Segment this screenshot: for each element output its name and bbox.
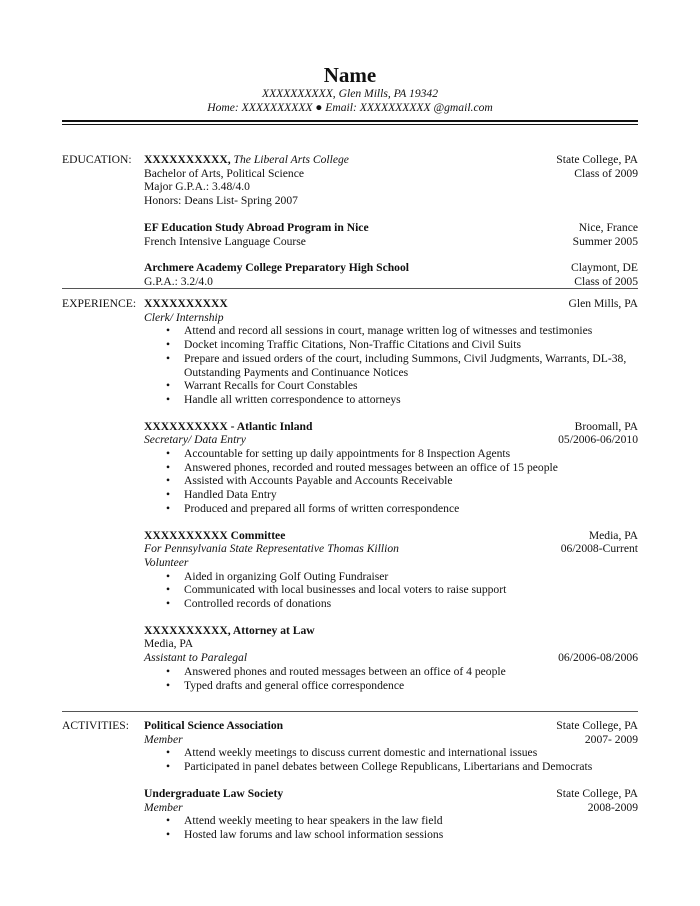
section-divider: [62, 288, 638, 289]
experience-body: [144, 297, 638, 705]
employer: XXXXXXXXXX Committee: [144, 528, 286, 542]
bullet-item: • Warrant Recalls for Court Constables: [144, 379, 638, 393]
bullet-item: • Attend weekly meeting to hear speakers in the law field: [144, 814, 638, 828]
candidate-name: Name: [323, 63, 377, 87]
bullet-item: • Attend and record all sessions in court, manage written log of witnesses and testimonies: [144, 324, 638, 338]
bullet-item: • Handle all written correspondence to attorneys: [144, 393, 638, 407]
program: French Intensive Language Course: [144, 234, 306, 248]
experience-entry: [144, 297, 638, 407]
activities-body: [144, 719, 638, 855]
section-label-activities: ACTIVITIES:: [62, 719, 129, 732]
activity-entry: [144, 787, 638, 842]
bullet-list: [144, 665, 638, 692]
bullet-item: • Communicated with local businesses and local voters to raise support: [144, 583, 638, 597]
resume-header: [0, 63, 700, 115]
employer: XXXXXXXXXX - Atlantic Inland: [144, 419, 313, 433]
gpa: G.P.A.: 3.2/4.0: [144, 274, 213, 288]
bullet-item: • Accountable for setting up daily appointments for 8 Inspection Agents: [144, 447, 638, 461]
date: 05/2006-06/2010: [558, 433, 638, 447]
bullet-list: [144, 447, 638, 516]
school-subtitle: The Liberal Arts College: [230, 153, 349, 166]
experience-entry: [144, 420, 638, 516]
bullet-item: • Prepare and issued orders of the court, including Summons, Civil Judgments, Warrants, DL-38, Outstanding Payments and Continuance Notices: [144, 352, 638, 379]
role: Member: [144, 800, 183, 814]
experience-entry: [144, 624, 638, 693]
section-label-experience: EXPERIENCE:: [62, 297, 137, 310]
organization: Undergraduate Law Society: [144, 786, 284, 800]
date: Summer 2005: [572, 234, 638, 248]
experience-entry: [144, 529, 638, 611]
activity-entry: [144, 719, 638, 774]
education-body: [144, 153, 638, 302]
employer: XXXXXXXXXX, Attorney at Law: [144, 623, 315, 637]
school-name: EF Education Study Abroad Program in Nice: [144, 220, 369, 234]
location: Nice, France: [578, 220, 638, 234]
bullet-item: • Typed drafts and general office correspondence: [144, 679, 638, 693]
bullet-item: • Controlled records of donations: [144, 597, 638, 611]
bullet-list: [144, 570, 638, 611]
contact-line: Home: XXXXXXXXXX ● Email: XXXXXXXXXX @gmail.com: [207, 101, 493, 114]
education-entry: [144, 153, 638, 208]
bullet-item: • Participated in panel debates between College Republicans, Libertarians and Democrats: [144, 760, 638, 774]
education-entry: [144, 221, 638, 248]
location: State College, PA: [556, 719, 638, 732]
organization: Political Science Association: [144, 719, 284, 732]
date: 06/2008-Current: [560, 542, 638, 556]
bullet-list: [144, 746, 638, 773]
role: Member: [144, 732, 183, 746]
education-entry: [144, 261, 638, 288]
employer: XXXXXXXXXX: [144, 297, 228, 310]
bullet-list: [144, 324, 638, 406]
school-name: XXXXXXXXXX,: [144, 153, 231, 166]
section-divider: [62, 711, 638, 712]
date: 06/2006-08/2006: [558, 651, 638, 665]
role: Secretary/ Data Entry: [144, 433, 246, 447]
bullet-item: • Answered phones, recorded and routed messages between an office of 15 people: [144, 461, 638, 475]
school-name: Archmere Academy College Preparatory High School: [144, 261, 409, 275]
bullet-item: • Docket incoming Traffic Citations, Non-Traffic Citations and Civil Suits: [144, 338, 638, 352]
location: State College, PA: [556, 153, 638, 166]
section-label-education: EDUCATION:: [62, 153, 132, 166]
role-secondary: Volunteer: [144, 555, 189, 569]
bullet-item: • Assisted with Accounts Payable and Accounts Receivable: [144, 474, 638, 488]
date: 2008-2009: [587, 800, 638, 814]
bullet-item: • Produced and prepared all forms of written correspondence: [144, 502, 638, 516]
location: Media, PA: [144, 637, 194, 651]
header-double-rule: [62, 120, 638, 125]
location: Broomall, PA: [574, 419, 638, 433]
role: Clerk/ Internship: [144, 310, 224, 324]
address-line: XXXXXXXXXX, Glen Mills, PA 19342: [261, 87, 439, 100]
date: Class of 2009: [574, 166, 638, 180]
bullet-list: [144, 814, 638, 841]
date: 2007- 2009: [584, 732, 638, 746]
honors: Honors: Deans List- Spring 2007: [144, 194, 298, 208]
bullet-item: • Attend weekly meetings to discuss current domestic and international issues: [144, 746, 638, 760]
bullet-item: • Hosted law forums and law school information sessions: [144, 828, 638, 842]
role: For Pennsylvania State Representative Thomas Killion: [144, 542, 399, 556]
bullet-item: • Answered phones and routed messages between an office of 4 people: [144, 665, 638, 679]
location: State College, PA: [556, 786, 638, 800]
gpa: Major G.P.A.: 3.48/4.0: [144, 180, 250, 194]
date: Class of 2005: [574, 274, 638, 288]
location: Glen Mills, PA: [568, 297, 638, 310]
degree: Bachelor of Arts, Political Science: [144, 166, 305, 180]
bullet-item: • Handled Data Entry: [144, 488, 638, 502]
role: Assistant to Paralegal: [144, 651, 248, 665]
location: Claymont, DE: [571, 261, 638, 275]
location: Media, PA: [588, 528, 638, 542]
bullet-item: • Aided in organizing Golf Outing Fundraiser: [144, 570, 638, 584]
